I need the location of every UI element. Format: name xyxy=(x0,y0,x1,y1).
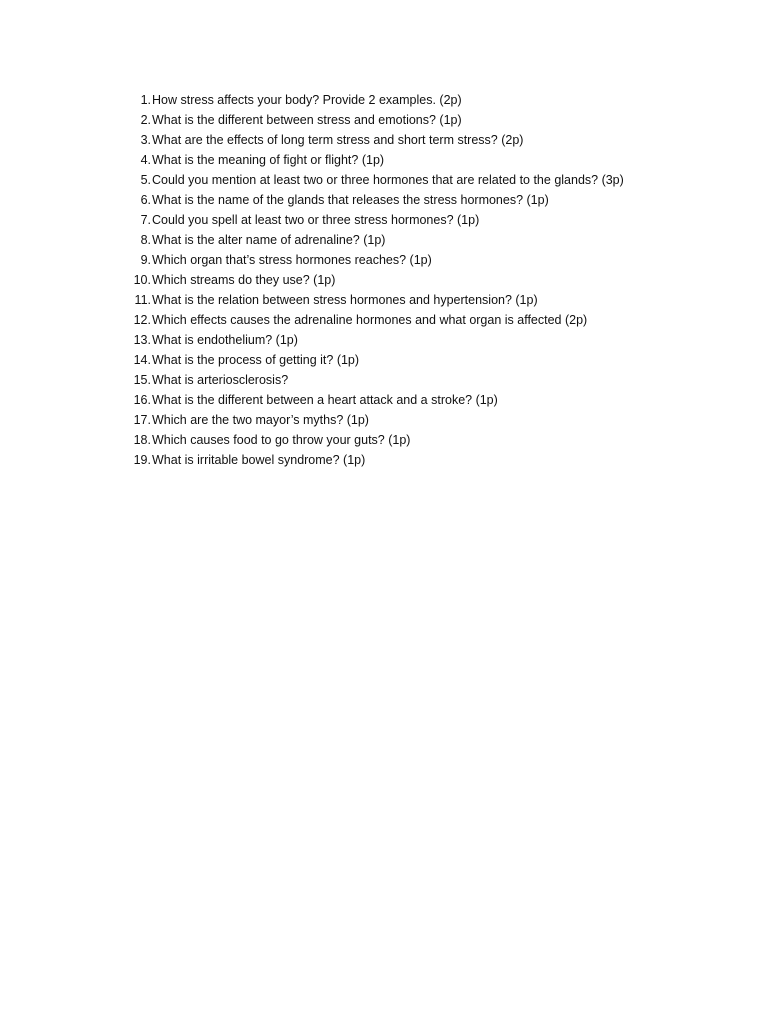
question-item xyxy=(118,270,624,290)
question-item xyxy=(118,370,624,390)
question-number: 9. xyxy=(140,253,151,267)
question-item xyxy=(118,110,624,130)
question-number: 18. xyxy=(133,433,151,447)
question-text: What is the name of the glands that releases the stress hormones? (1p) xyxy=(152,193,549,207)
question-number: 16. xyxy=(133,393,151,407)
question-item xyxy=(118,150,624,170)
question-item xyxy=(118,310,624,330)
question-number: 2. xyxy=(140,113,151,127)
question-number: 12. xyxy=(133,313,151,327)
question-number: 8. xyxy=(140,233,151,247)
question-number: 1. xyxy=(140,93,151,107)
question-item xyxy=(118,130,624,150)
question-item xyxy=(118,210,624,230)
question-item xyxy=(118,350,624,370)
question-number: 14. xyxy=(133,353,151,367)
question-item xyxy=(118,250,624,270)
question-text: What is endothelium? (1p) xyxy=(152,333,298,347)
question-text: Which streams do they use? (1p) xyxy=(152,273,336,287)
question-number: 10. xyxy=(133,273,151,287)
question-item xyxy=(118,410,624,430)
question-item xyxy=(118,230,624,250)
question-item xyxy=(118,430,624,450)
question-number: 6. xyxy=(140,193,151,207)
question-number: 17. xyxy=(133,413,151,427)
question-number: 7. xyxy=(140,213,151,227)
question-text: What is the different between stress and emotions? (1p) xyxy=(152,113,462,127)
question-text: What is the alter name of adrenaline? (1p) xyxy=(152,233,386,247)
question-item xyxy=(118,450,624,470)
question-text: Which are the two mayor’s myths? (1p) xyxy=(152,413,369,427)
question-number: 15. xyxy=(133,373,151,387)
question-number: 3. xyxy=(140,133,151,147)
question-item xyxy=(118,170,624,190)
question-item xyxy=(118,390,624,410)
question-list xyxy=(118,90,624,470)
question-item xyxy=(118,190,624,210)
question-item xyxy=(118,330,624,350)
question-text: Which causes food to go throw your guts? (1p) xyxy=(152,433,411,447)
question-text: What is the different between a heart attack and a stroke? (1p) xyxy=(152,393,498,407)
question-text: What are the effects of long term stress and short term stress? (2p) xyxy=(152,133,524,147)
question-number: 5. xyxy=(140,173,151,187)
question-text: Could you mention at least two or three hormones that are related to the glands? (3p) xyxy=(152,173,624,187)
question-text: What is irritable bowel syndrome? (1p) xyxy=(152,453,366,467)
question-text: Could you spell at least two or three stress hormones? (1p) xyxy=(152,213,480,227)
question-text: Which effects causes the adrenaline hormones and what organ is affected (2p) xyxy=(152,313,588,327)
question-item xyxy=(118,90,624,110)
question-text: What is arteriosclerosis? xyxy=(152,373,289,387)
question-text: How stress affects your body? Provide 2 examples. (2p) xyxy=(152,93,462,107)
question-number: 4. xyxy=(140,153,151,167)
question-number: 13. xyxy=(133,333,151,347)
question-text: What is the process of getting it? (1p) xyxy=(152,353,360,367)
question-text: Which organ that’s stress hormones reaches? (1p) xyxy=(152,253,432,267)
question-text: What is the meaning of fight or flight? (1p) xyxy=(152,153,385,167)
question-item xyxy=(118,290,624,310)
question-number: 19. xyxy=(133,453,151,467)
question-text: What is the relation between stress hormones and hypertension? (1p) xyxy=(152,293,538,307)
question-number: 11. xyxy=(134,293,151,307)
